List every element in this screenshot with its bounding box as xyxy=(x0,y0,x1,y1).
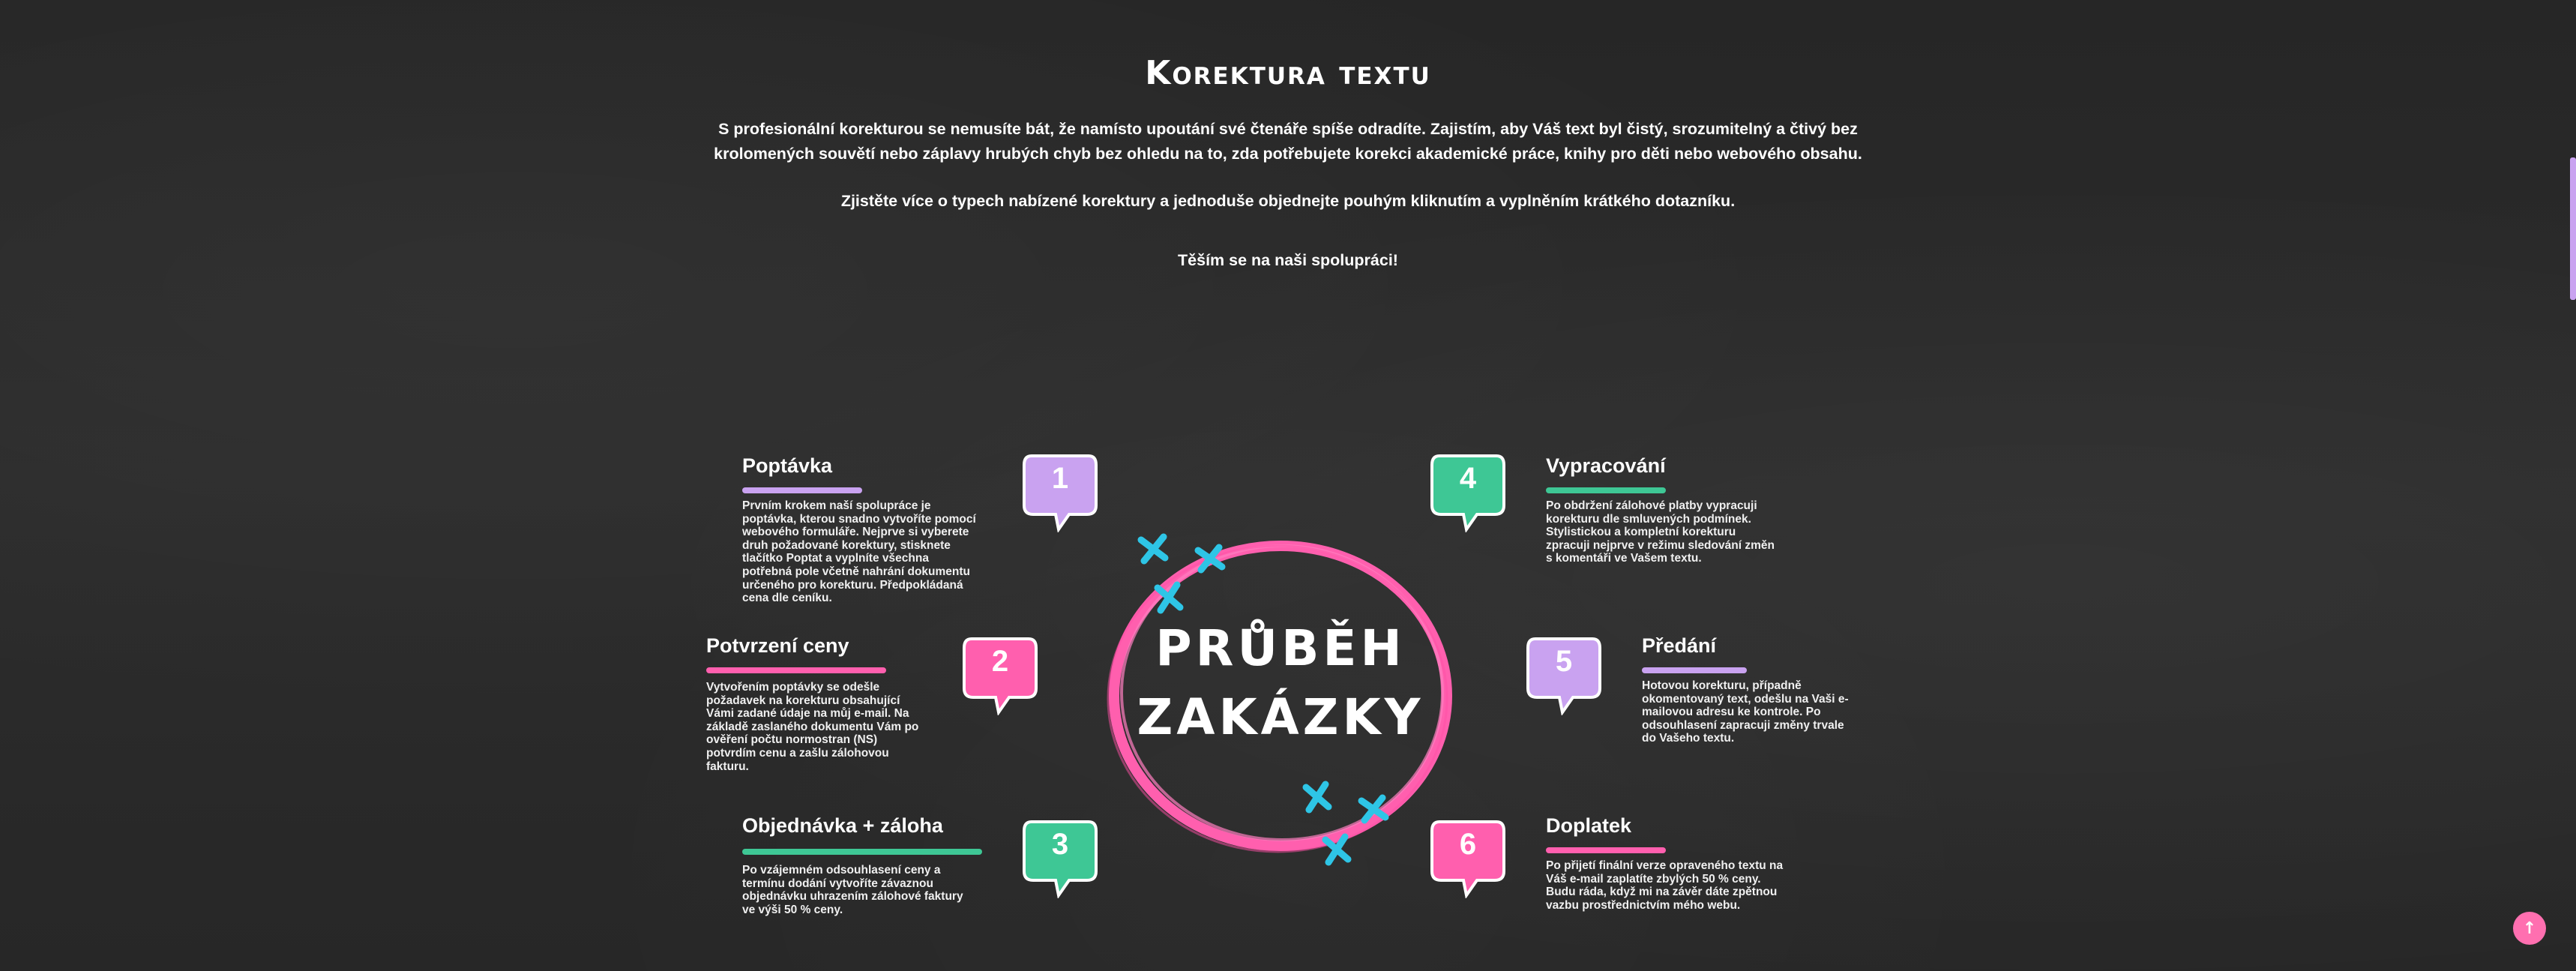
step-3-bubble xyxy=(1021,817,1099,898)
step-4-underline xyxy=(1546,487,1666,493)
step-6-text: Po přijetí finální verze opraveného textu na Váš e-mail zaplatíte zbylých 50 % ceny. Budu ráda, když mi na závěr dáte zpětnou vazbu prostřednictvím mého webu. xyxy=(1546,859,1784,912)
step-3-underline xyxy=(742,849,982,855)
step-1-underline xyxy=(742,487,862,493)
step-2-text: Vytvořením poptávky se odešle požadavek na korekturu obsahující Vámi zadané údaje na můj e-mail. Na základě zaslaného dokumentu Vám po ověření počtu normostran (NS) potvrdím cenu a zašlu zálohovou fakturu. xyxy=(706,681,919,773)
intro-paragraph-2: Zjistěte více o typech nabízené korektury a jednoduše objednejte pouhým kliknutím a vyplněním krátkého dotazníku. xyxy=(840,192,1736,210)
step-6-number: 6 xyxy=(1459,828,1477,861)
step-5-underline xyxy=(1642,667,1747,673)
intro-text xyxy=(711,117,1865,273)
step-5-title: Předání xyxy=(1642,634,1717,657)
step-5-number: 5 xyxy=(1555,645,1573,678)
step-1-number: 1 xyxy=(1051,462,1069,495)
step-3-title: Objednávka + záloha xyxy=(742,814,943,837)
step-5-text: Hotovou korekturu, případně okomentovaný text, odešlu na Vaši e-mailovou adresu ke kontrole. Po odsouhlasení zapracuji změny trvale do Vašeho textu. xyxy=(1642,679,1849,745)
intro-paragraph-1: S profesionální korekturou se nemusíte bát, že namísto upoutání své čtenáře spíše odradíte. Zajistím, aby Váš text byl čistý, srozumitelný a čtivý bez krolomených souvětí nebo záplavy hrubých chyb bez ohledu na to, zda potřebujete korekci akademické práce, knihy pro děti nebo webového obsahu. xyxy=(714,120,1862,163)
step-6-underline xyxy=(1546,847,1666,853)
step-4-title: Vypracování xyxy=(1546,454,1666,477)
cross-decoration-bottom xyxy=(1295,780,1415,877)
step-3-text: Po vzájemném odsouhlasení ceny a termínu dodání vytvoříte závaznou objednávku uhrazením zálohové faktury ve výši 50 % ceny. xyxy=(742,864,963,916)
step-6-title: Doplatek xyxy=(1546,814,1632,837)
intro-paragraph-3: Těším se na naši spolupráci! xyxy=(1178,251,1398,269)
step-4-number: 4 xyxy=(1459,462,1477,495)
scrollbar-thumb[interactable] xyxy=(2570,157,2576,300)
step-5-bubble xyxy=(1525,634,1603,715)
center-title-line-1: PRŮBĚH xyxy=(1155,619,1406,677)
step-2-bubble xyxy=(961,634,1039,715)
step-3-number: 3 xyxy=(1051,828,1069,861)
center-title-line-2: ZAKÁZKY xyxy=(1137,688,1424,746)
step-1-text: Prvním krokem naší spolupráce je poptávka, kterou snadno vytvoříte pomocí webového formuláře. Nejprve si vyberete druh požadované korektury, stisknete tlačítko Poptat a vyplníte všechna potřebná pole včetně nahrání dokumentu určeného pro korekturu. Předpokládaná cena dle ceníku. xyxy=(742,499,976,605)
step-6-bubble xyxy=(1429,817,1507,898)
cross-decoration-top xyxy=(1131,525,1251,630)
page-title: Korektura textu xyxy=(1145,54,1431,92)
step-1-bubble xyxy=(1021,451,1099,532)
arrow-up-icon: ↑ xyxy=(2522,919,2537,938)
step-2-underline xyxy=(706,667,886,673)
step-4-text: Po obdržení zálohové platby vypracuji korekturu dle smluvených podmínek. Stylistickou a kompletní korekturu zpracuji nejprve v režimu sledování změn s komentáři ve Vašem textu. xyxy=(1546,499,1775,565)
step-1-title: Poptávka xyxy=(742,454,833,477)
step-4-bubble xyxy=(1429,451,1507,532)
step-2-title: Potvrzení ceny xyxy=(706,634,849,657)
scroll-to-top-button[interactable] xyxy=(2513,912,2546,945)
step-2-number: 2 xyxy=(991,645,1009,678)
